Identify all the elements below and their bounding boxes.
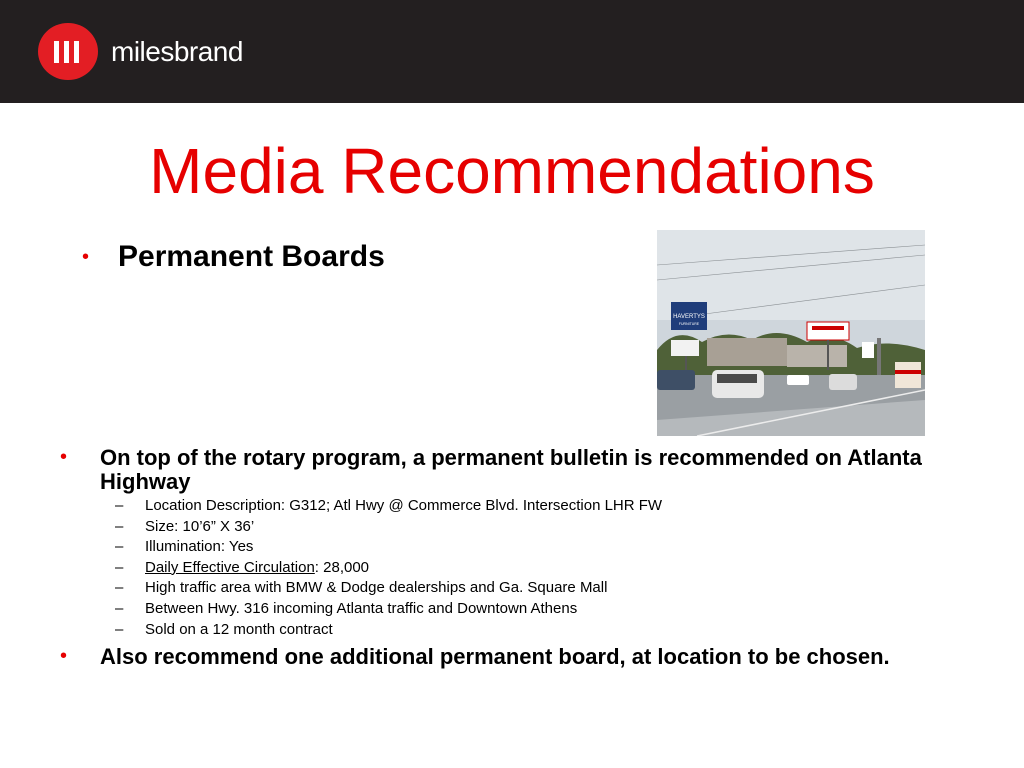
details-list: [115, 496, 662, 640]
billboard-photo: [657, 230, 925, 436]
billboard-text: HAVERTYS: [673, 314, 705, 320]
list-item: – Size: 10’6” X 36’: [115, 517, 255, 535]
brand-name: milesbrand: [111, 36, 243, 67]
bullet-icon: •: [60, 446, 68, 468]
list-item: – Daily Effective Circulation: 28,000: [115, 558, 370, 576]
recommendation-text: On top of the rotary program, a permanent bulletin is recommended on Atlanta Highway: [100, 445, 922, 494]
list-item: – Illumination: Yes: [115, 538, 254, 556]
page-title: Media Recommendations: [149, 135, 875, 207]
milesbrand-logo-icon: [38, 23, 98, 80]
billboard-subtext: FURNITURE: [678, 322, 700, 326]
circulation-label: Daily Effective Circulation: [145, 558, 315, 576]
list-item: – Location Description: G312; Atl Hwy @ Commerce Blvd. Intersection LHR FW: [115, 497, 663, 514]
list-item: – High traffic area with BMW & Dodge dealerships and Ga. Square Mall: [115, 579, 608, 597]
list-item: – Between Hwy. 316 incoming Atlanta traffic and Downtown Athens: [115, 599, 578, 617]
list-item: – Sold on a 12 month contract: [115, 620, 333, 638]
section-heading: Permanent Boards: [118, 240, 385, 273]
bullet-icon: •: [82, 246, 90, 268]
additional-recommendation-text: Also recommend one additional permanent board, at location to be chosen.: [100, 644, 890, 669]
bullet-icon: •: [60, 645, 68, 667]
header-bar: [0, 0, 1024, 103]
